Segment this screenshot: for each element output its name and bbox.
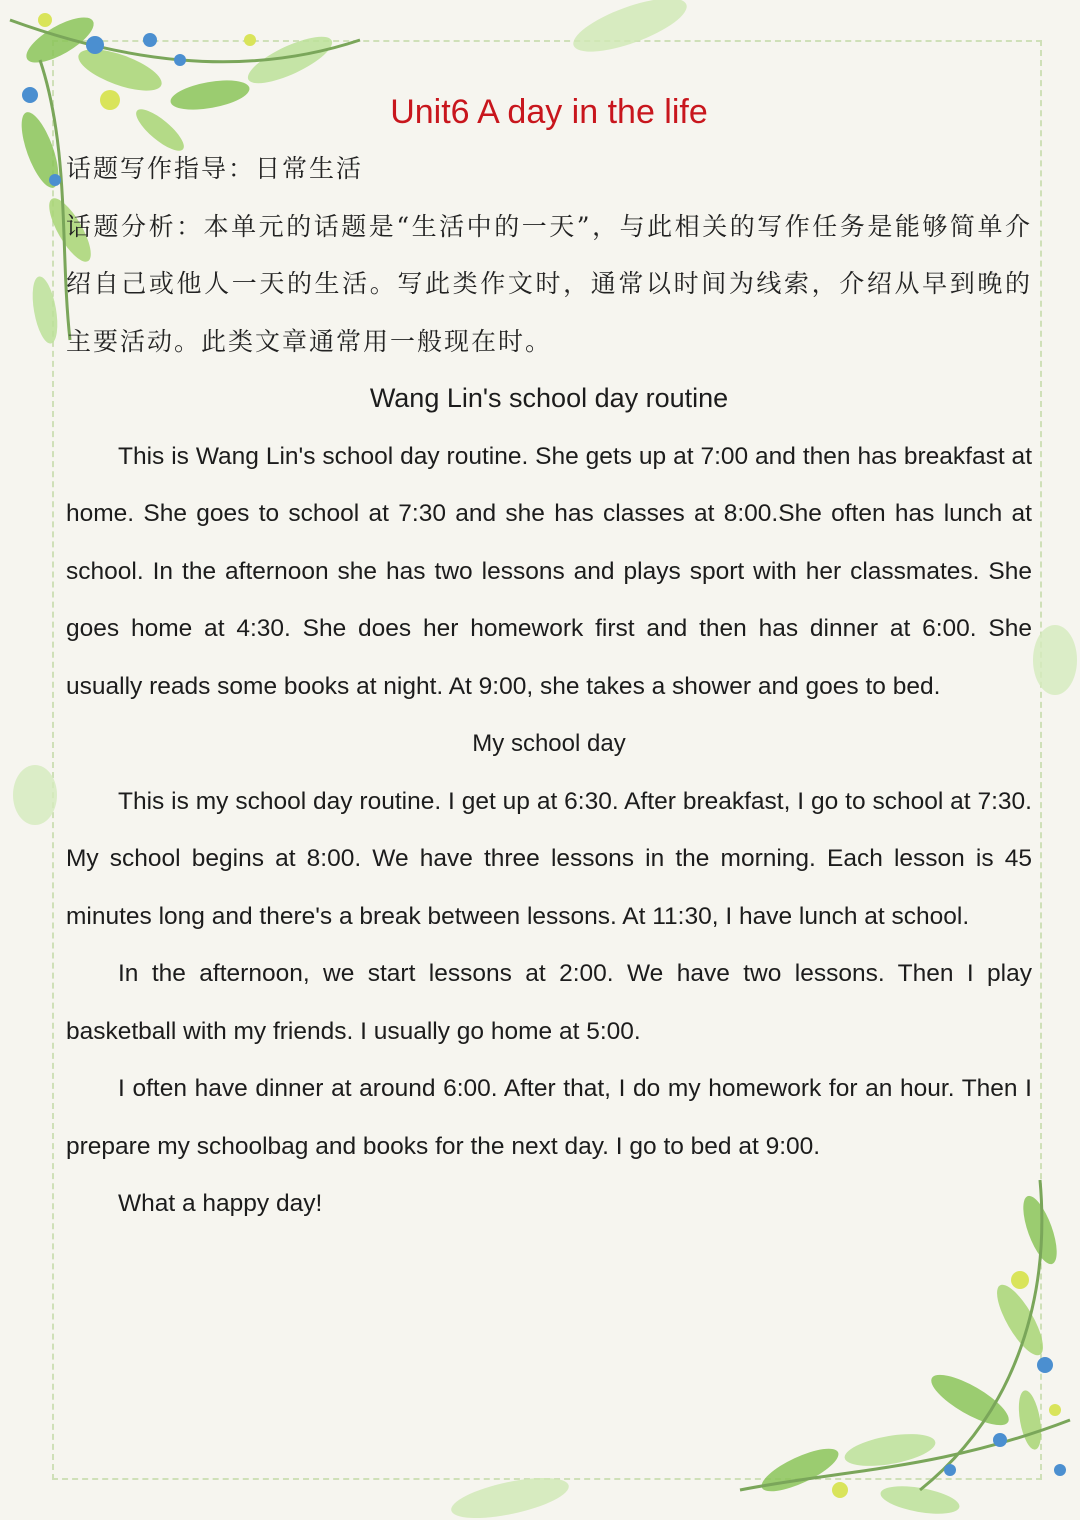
- topic-analysis: 话题分析：本单元的话题是“生活中的一天”，与此相关的写作任务是能够简单介绍自己或他人一天的生活。写此类作文时，通常以时间为线索，介绍从早到晚的主要活动。此类文章通常用一般现在时。: [66, 211, 1032, 356]
- essay-2-closing: What a happy day!: [118, 1190, 323, 1217]
- page-title: Unit6 A day in the life: [390, 93, 708, 131]
- essay-1-paragraph: This is Wang Lin's school day routine. She gets up at 7:00 and then has breakfast at home. She goes to school at 7:30 and she has classes at 8:00.She often has lunch at school. In the afternoon she has two lessons and plays sport with her classmates. She goes home at 4:30. She does her homework first and then has dinner at 6:00. She usually reads some books at night. At 9:00, she takes a shower and goes to bed.: [66, 442, 1032, 700]
- leaf-decoration-top-icon: [560, 0, 700, 60]
- leaf-decoration-right-icon: [1030, 620, 1080, 700]
- leaf-decoration-left-icon: [10, 760, 60, 830]
- document-body: [66, 84, 1032, 1233]
- leaf-decoration-bottom-icon: [440, 1470, 580, 1520]
- essay-2-paragraph-1: This is my school day routine. I get up at 6:30. After breakfast, I go to school at 7:30. My school begins at 8:00. We have three lessons in the morning. Each lesson is 45 minutes long and there's a break between lessons. At 11:30, I have lunch at school.: [66, 787, 1032, 930]
- essay-2-paragraph-2: In the afternoon, we start lessons at 2:00. We have two lessons. Then I play basketball with my friends. I usually go home at 5:00.: [66, 960, 1032, 1045]
- essay-2-paragraph-3: I often have dinner at around 6:00. After that, I do my homework for an hour. Then I prepare my schoolbag and books for the next day. I go to bed at 9:00.: [66, 1075, 1032, 1160]
- essay-2-heading: My school day: [472, 730, 626, 757]
- essay-1-heading: Wang Lin's school day routine: [369, 383, 729, 413]
- writing-guide-line: 话题写作指导：日常生活: [66, 154, 364, 183]
